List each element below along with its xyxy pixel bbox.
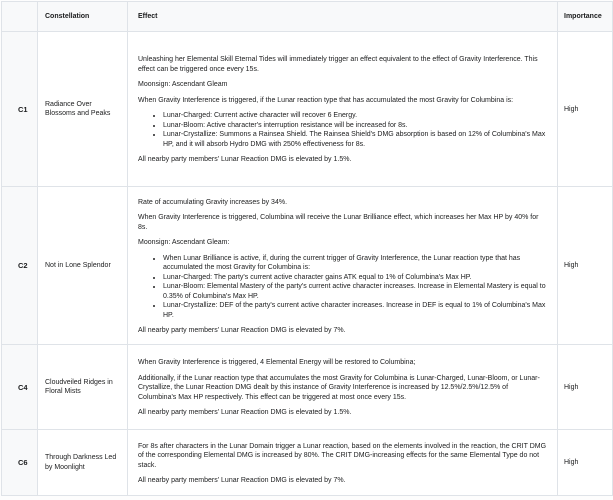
importance-value: High xyxy=(558,430,613,496)
effect-bullet: • Lunar-Charged: Current active character will recover 6 Energy. xyxy=(163,111,547,121)
effect-paragraph: All nearby party members' Lunar Reaction DMG is elevated by 7%. xyxy=(138,327,346,334)
effect-bullet: • Lunar-Crystallize: Summons a Rainsea Shield. The Rainsea Shield's DMG absorption is based on 12% of Columbina's Max HP, and it will absorb Hydro DMG with 250% effectiveness for 8s. xyxy=(163,130,547,149)
table-row-c4 xyxy=(2,345,613,430)
constellation-name: Cloudveiled Ridges in Floral Mists xyxy=(38,345,128,430)
effect-paragraph: All nearby party members' Lunar Reaction DMG is elevated by 1.5%. xyxy=(138,409,352,417)
effect-paragraph: Moonsign: Ascendant Gleam xyxy=(138,81,228,89)
header-key xyxy=(2,2,38,32)
constellation-name: Radiance Over Blossoms and Peaks xyxy=(38,32,128,187)
effect-paragraph: Rate of accumulating Gravity increases by 34%. xyxy=(138,198,288,206)
table-row-c2 xyxy=(2,187,613,345)
effect-text xyxy=(128,187,558,345)
importance-value: High xyxy=(558,32,613,187)
header-row xyxy=(2,2,613,32)
constellation-table xyxy=(1,1,613,496)
effect-paragraph: Additionally, if the Lunar reaction type that accumulates the most Gravity for Columbina is Lunar-Charged, Lunar-Bloom, or Lunar-Crystallize, the Lunar Reaction DMG dealt by this instance of Gravity Interference is increased by 12.5%/2.5%/12.5% of Columbina's Max HP respectively. This effect can be triggered at most once every 15s. xyxy=(138,374,540,401)
table-row-c6 xyxy=(2,430,613,496)
effect-text xyxy=(128,32,558,187)
effect-paragraph: When Gravity Interference is triggered, if the Lunar reaction type that has accumulated the most Gravity for Columbina is: xyxy=(138,96,514,104)
constellation-key: C1 xyxy=(2,32,38,187)
effect-bullet: • Lunar-Bloom: Elemental Mastery of the party's current active character increases. Increase in Elemental Mastery is equal to 0.35% of Columbina's Max HP. xyxy=(163,282,547,301)
effect-paragraph: For 8s after characters in the Lunar Domain trigger a Lunar reaction, based on the elements involved in the reaction, the CRIT DMG of the corresponding Elemental DMG is increased by 80%. The CRIT DMG-increasing effects for the same Elemental Type do not stack. xyxy=(138,442,547,469)
effect-paragraph: When Gravity Interference is triggered, Columbina will receive the Lunar Brilliance effect, which increases her Max HP by 40% for 8s. xyxy=(138,214,539,231)
constellation-name: Through Darkness Led by Moonlight xyxy=(38,430,128,496)
constellation-key: C2 xyxy=(2,187,38,345)
effect-bullet-list xyxy=(138,254,547,321)
header-importance: Importance xyxy=(558,2,613,32)
constellation-key: C6 xyxy=(2,430,38,496)
effect-text xyxy=(128,345,558,430)
effect-bullet: • When Lunar Brilliance is active, if, during the current trigger of Gravity Interference, the Lunar reaction type that has accumulated the most Gravity for Columbina is: xyxy=(163,254,547,273)
effect-bullet: • Lunar-Crystallize: DEF of the party's current active character increases. Increase in DEF is equal to 1% of Columbina's Max HP. xyxy=(163,301,547,320)
constellation-name: Not in Lone Splendor xyxy=(38,187,128,345)
effect-bullet: • Lunar-Bloom: Active character's interruption resistance will be increased for 8s. xyxy=(163,121,547,131)
constellation-key: C4 xyxy=(2,345,38,430)
effect-paragraph: When Gravity Interference is triggered, 4 Elemental Energy will be restored to Columbina; xyxy=(138,359,416,367)
effect-paragraph: All nearby party members' Lunar Reaction DMG is elevated by 7%. xyxy=(138,477,346,484)
importance-value: High xyxy=(558,187,613,345)
effect-bullet: • Lunar-Charged: The party's current active character gains ATK equal to 1% of Columbina's Max HP. xyxy=(163,273,547,283)
importance-value: High xyxy=(558,345,613,430)
header-effect: Effect xyxy=(128,2,558,32)
effect-paragraph: Moonsign: Ascendant Gleam: xyxy=(138,239,230,246)
header-constellation: Constellation xyxy=(38,2,128,32)
table-row-c1 xyxy=(2,32,613,187)
effect-text xyxy=(128,430,558,496)
effect-bullet-list xyxy=(138,111,547,149)
effect-paragraph: All nearby party members' Lunar Reaction DMG is elevated by 1.5%. xyxy=(138,156,352,164)
effect-paragraph: Unleashing her Elemental Skill Eternal Tides will immediately trigger an effect equivalent to the effect of Gravity Interference. This effect can be triggered once every 15s. xyxy=(138,56,538,73)
